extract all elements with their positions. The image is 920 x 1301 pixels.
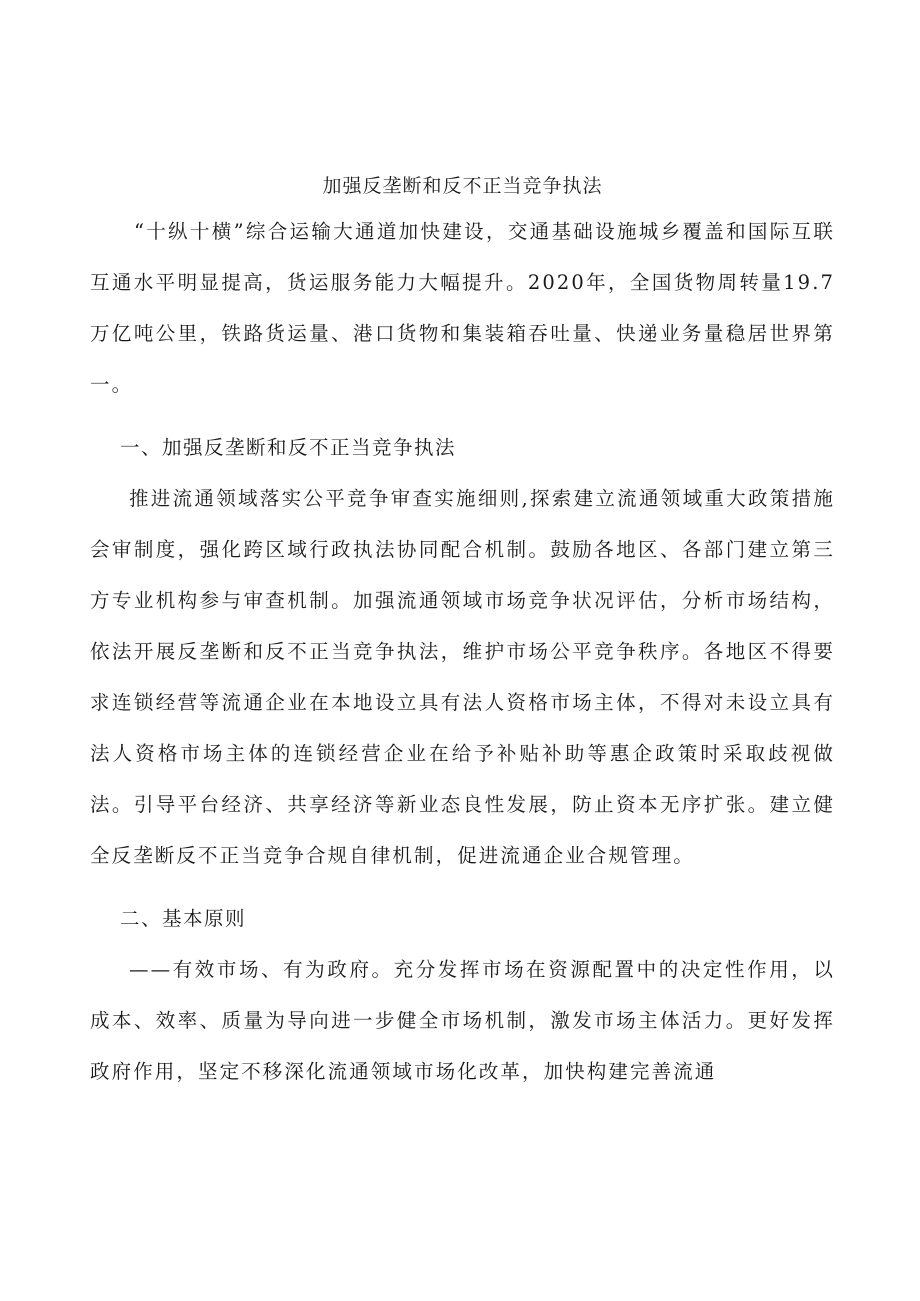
document-title: 加强反垄断和反不正当竞争执法 bbox=[322, 175, 603, 197]
section-heading-2: 二、基本原则 bbox=[120, 907, 247, 930]
section-body-2: ——有效市场、有为政府。充分发挥市场在资源配置中的决定性作用，以成本、效率、质量为导向进一步健全市场机制，激发市场主体活力。更好发挥政府作用，坚定不移深化流通领域市场化改革，加快构建完善流通 bbox=[90, 958, 835, 1083]
document-page bbox=[90, 166, 835, 1097]
section-heading-1: 一、加强反垄断和反不正当竞争执法 bbox=[120, 436, 457, 459]
intro-paragraph: “十纵十横”综合运输大通道加快建设，交通基础设施城乡覆盖和国际互联互通水平明显提高，货运服务能力大幅提升。2020年，全国货物周转量19.7万亿吨公里，铁路货运量、港口货物和集装箱吞吐量、快递业务量稳居世界第一。 bbox=[90, 220, 835, 396]
section-body-1: 推进流通领域落实公平竞争审查实施细则,探索建立流通领域重大政策措施会审制度，强化跨区域行政执法协同配合机制。鼓励各地区、各部门建立第三方专业机构参与审查机制。加强流通领域市场竞争状况评估，分析市场结构，依法开展反垄断和反不正当竞争执法，维护市场公平竞争秩序。各地区不得要求连锁经营等流通企业在本地设立具有法人资格市场主体，不得对未设立具有法人资格市场主体的连锁经营企业在给予补贴补助等惠企政策时采取歧视做法。引导平台经济、共享经济等新业态良性发展，防止资本无序扩张。建立健全反垄断反不正当竞争合规自律机制，促进流通企业合规管理。 bbox=[90, 487, 835, 867]
